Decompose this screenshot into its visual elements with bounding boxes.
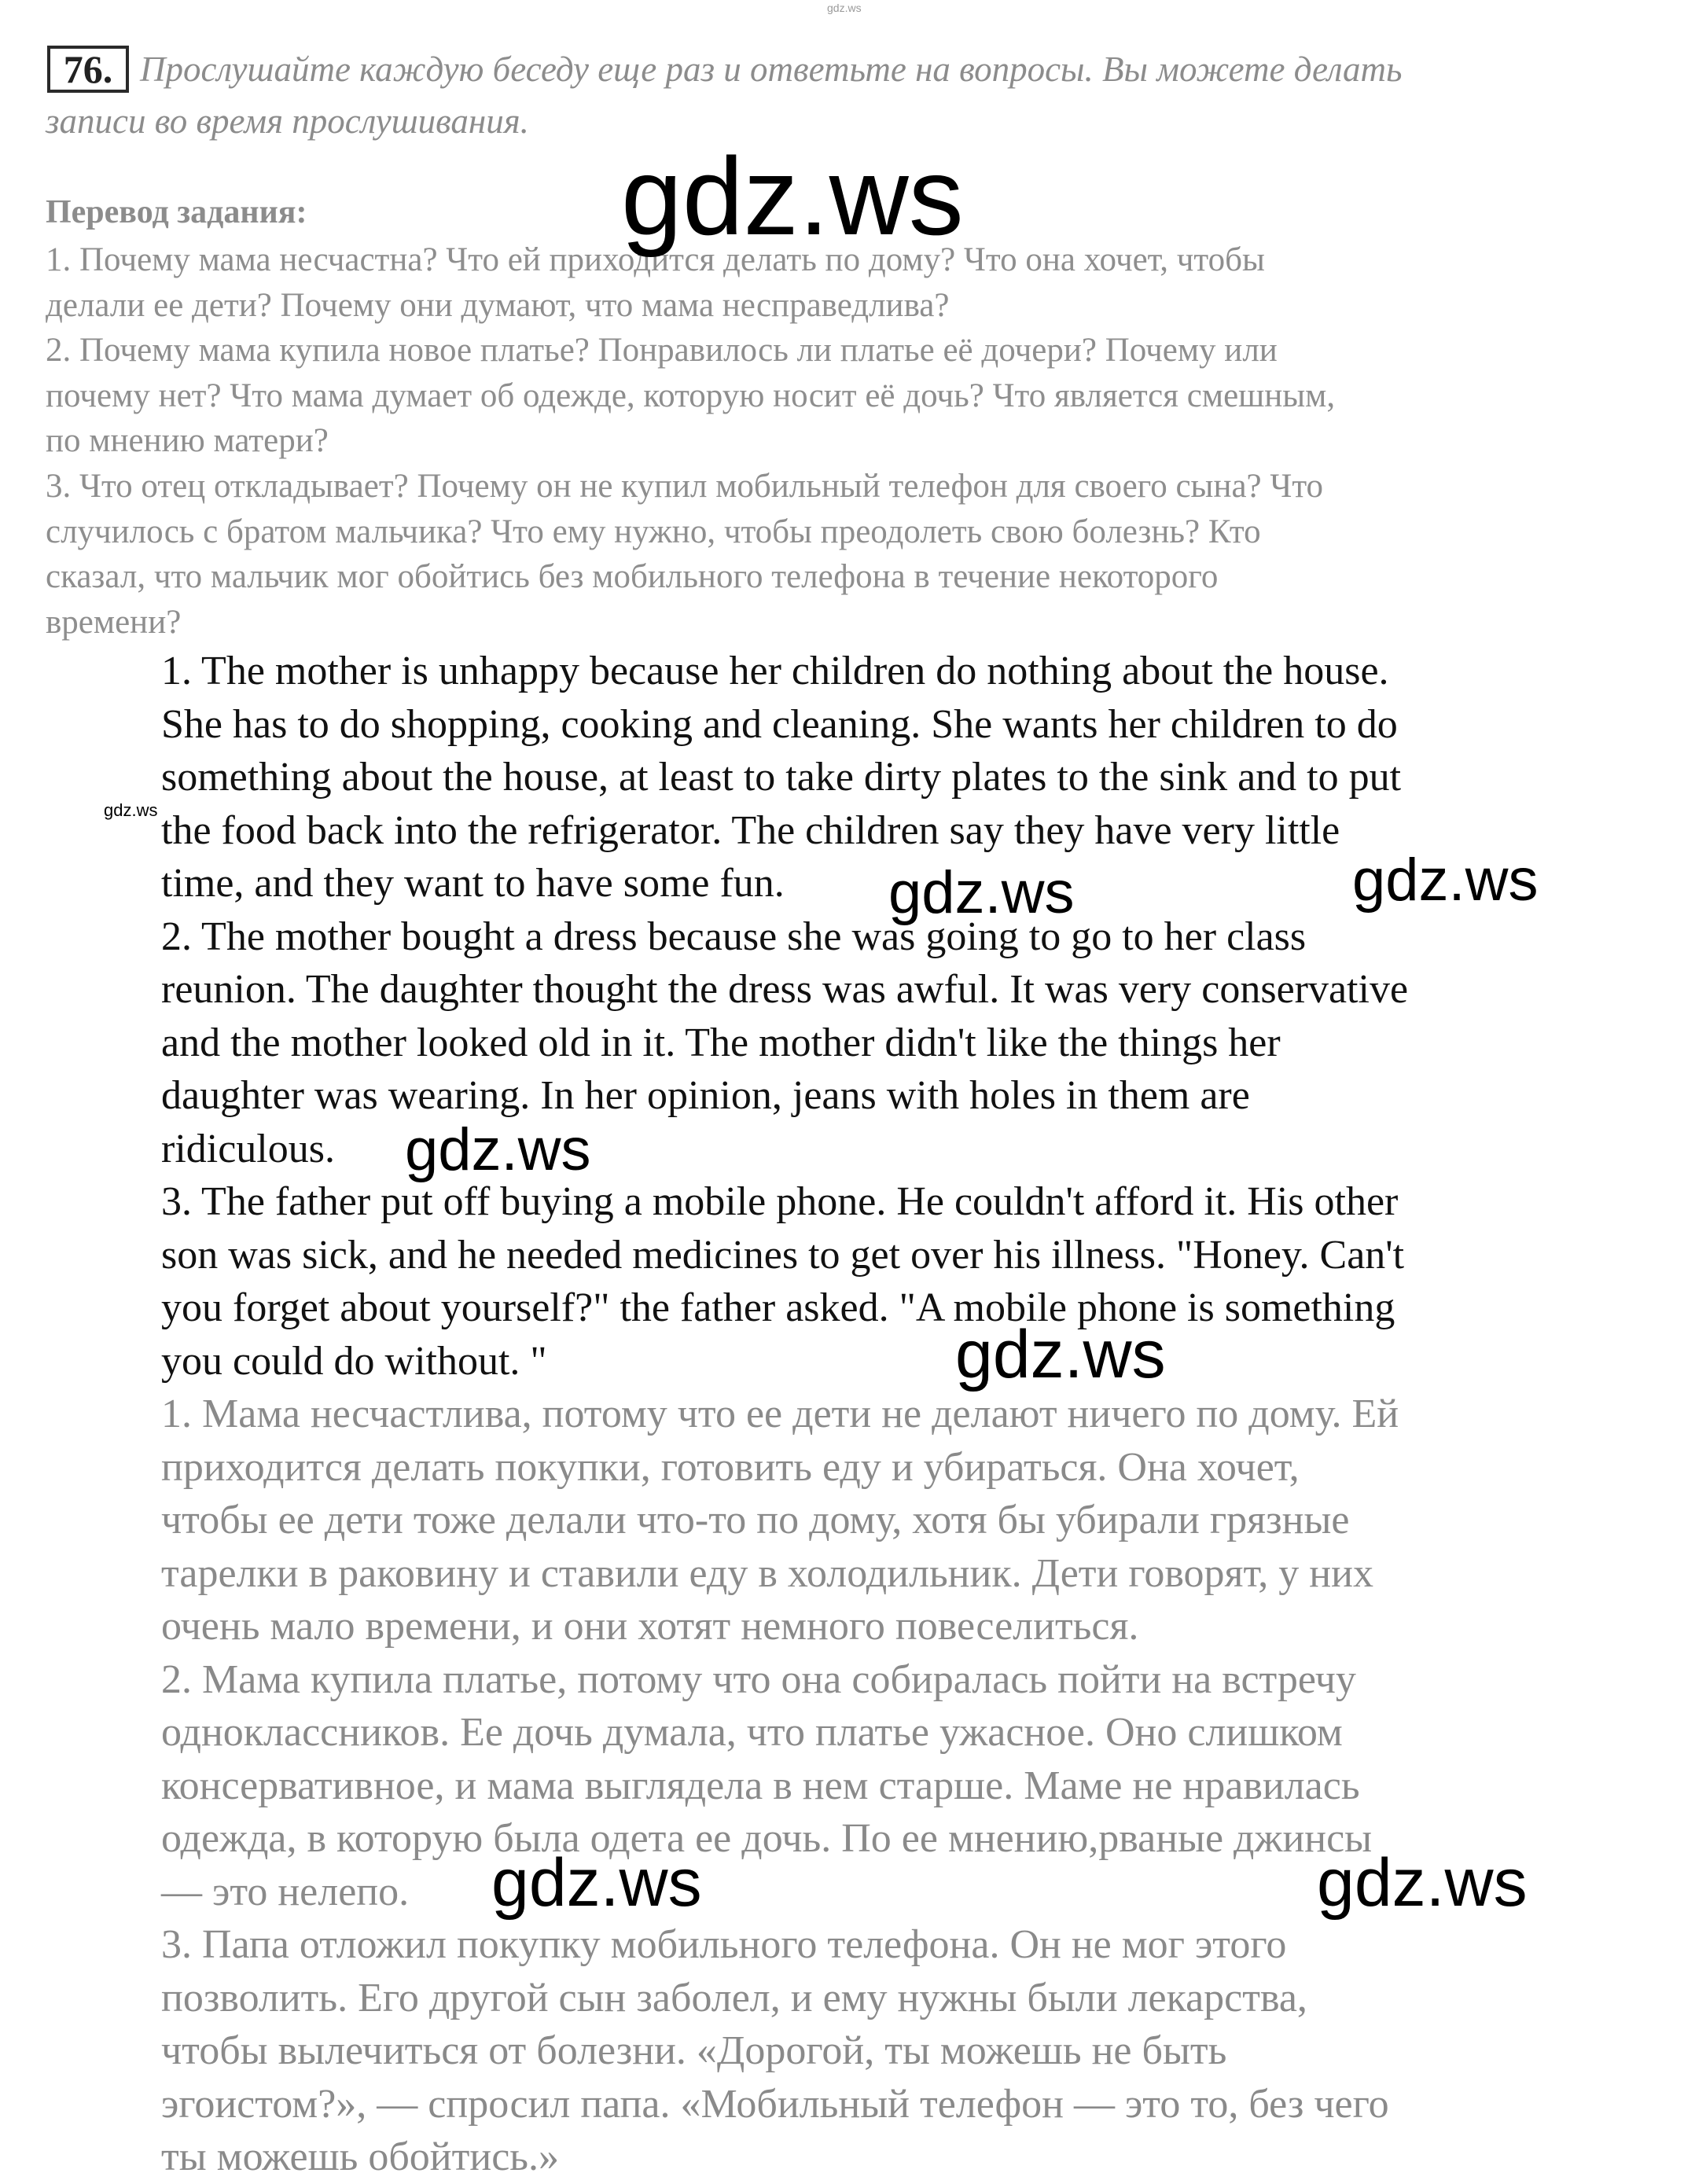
russian-answers [161,1388,1655,2184]
answer-line-ru: — это нелепо. [161,1869,410,1914]
answer-line-ru: ты можешь обойтись.» [161,2134,559,2179]
watermark: gdz.ws [1317,1845,1528,1921]
answer-line-ru: консервативное, и мама выглядела в нем старше. Маме не нравилась [161,1763,1360,1808]
translation-line: почему нет? Что мама думает об одежде, которую носит её дочь? Что является смешным, [46,377,1336,414]
translation-text [46,237,1665,645]
top-watermark: gdz.ws [827,2,862,14]
answer-line-en: She has to do shopping, cooking and cleaning. She wants her children to do [161,701,1398,747]
watermark: gdz.ws [955,1317,1166,1392]
watermark: gdz.ws [1352,847,1539,914]
answer-line-en: 1. The mother is unhappy because her children do nothing about the house. [161,649,1389,693]
answer-line-ru: очень мало времени, и они хотят немного повеселиться. [161,1604,1139,1649]
translation-line: 2. Почему мама купила новое платье? Понравилось ли платье её дочери? Почему или [46,332,1278,370]
answer-line-ru: 3. Папа отложил покупку мобильного телефона. Он не мог этого [161,1922,1287,1967]
task-instruction-line-2: записи во время прослушивания. [46,101,529,141]
answer-line-en: something about the house, at least to take dirty plates to the sink and to put [161,755,1402,800]
answer-line-ru: чтобы ее дети тоже делали что-то по дому, хотя бы убирали грязные [161,1498,1350,1542]
translation-line: 3. Что отец откладывает? Почему он не купил мобильный телефон для своего сына? Что [46,467,1324,505]
answer-line-en: son was sick, and he needed medicines to get over his illness. "Honey. Can't [161,1232,1405,1278]
answer-line-ru: 1. Мама несчастлива, потому что ее дети не делают ничего по дому. Ей [161,1392,1399,1436]
translation-line: сказал, что мальчик мог обойтись без мобильного телефона в течение некоторого [46,558,1219,596]
answer-line-en: the food back into the refrigerator. The children say they have very little [161,807,1340,853]
answer-line-en: you forget about yourself?" the father asked. "A mobile phone is something [161,1285,1395,1330]
translation-line: времени? [46,603,182,641]
task-instruction-line-1: Прослушайте каждую беседу еще раз и ответьте на вопросы. Вы можете делать [140,50,1403,89]
answer-line-ru: эгоистом?», — спросил папа. «Мобильный телефон — это то, без чего [161,2081,1389,2127]
answer-line-ru: приходится делать покупки, готовить еду и убираться. Она хочет, [161,1444,1300,1490]
answer-line-en: ridiculous. [161,1126,335,1171]
answer-line-ru: тарелки в раковину и ставили еду в холодильник. Дети говорят, у них [161,1550,1373,1596]
watermark: gdz.ws [405,1116,591,1183]
translation-line: по мнению матери? [46,422,329,460]
answer-line-ru: одноклассников. Ее дочь думала, что платье ужасное. Оно слишком [161,1710,1343,1755]
watermark-small: gdz.ws [104,800,158,820]
answer-line-ru: 2. Мама купила платье, потому что она собиралась пойти на встречу [161,1656,1356,1702]
answer-line-en: and the mother looked old in it. The mother didn't like the things her [161,1020,1281,1065]
answer-line-en: reunion. The daughter thought the dress was awful. It was very conservative [161,967,1409,1012]
watermark: gdz.ws [888,859,1075,926]
answer-line-en: you could do without. " [161,1338,547,1384]
english-answers [161,645,1655,1392]
answer-line-en: 2. The mother bought a dress because she was going to go to her class [161,914,1307,959]
answer-line-en: time, and they want to have some fun. [161,861,785,906]
translation-line: 1. Почему мама несчастна? Что ей приходится делать по дому? Что она хочет, чтобы [46,241,1265,278]
translation-line: случилось с братом мальчика? Что ему нужно, чтобы преодолеть свою болезнь? Кто [46,513,1261,550]
answer-line-ru: чтобы вылечиться от болезни. «Дорогой, ты можешь не быть [161,2028,1227,2073]
watermark-large: gdz.ws [621,134,964,258]
exercise-number: 76. [47,46,129,93]
answer-line-en: daughter was wearing. In her opinion, jeans with holes in them are [161,1073,1250,1118]
answer-line-en: 3. The father put off buying a mobile phone. He couldn't afford it. His other [161,1179,1399,1224]
watermark: gdz.ws [491,1845,702,1921]
answer-line-ru: одежда, в которую была одета ее дочь. По ее мнению,рваные джинсы [161,1816,1373,1861]
translation-line: делали ее дети? Почему они думают, что мама несправедлива? [46,286,950,324]
translation-heading: Перевод задания: [46,194,307,230]
answer-line-ru: позволить. Его другой сын заболел, и ему нужны были лекарства, [161,1975,1307,2020]
